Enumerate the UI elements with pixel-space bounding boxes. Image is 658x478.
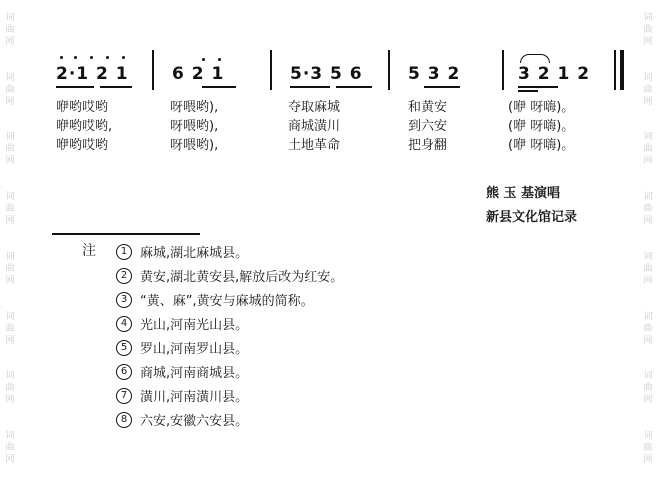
- octave-dot: [90, 56, 93, 59]
- note-number: 3: [116, 292, 132, 308]
- note-text: 商城,河南商城县。: [140, 366, 249, 381]
- note-text: 光山,河南光山县。: [140, 318, 249, 333]
- octave-dot: [106, 56, 109, 59]
- barline: [270, 50, 272, 90]
- lyric-phrase: 呀喂哟),: [170, 138, 219, 153]
- final-barline-thick: [620, 50, 624, 90]
- lyric-phrase: 咿哟哎哟,: [56, 119, 113, 134]
- measure-3: 5·3 5 6: [290, 64, 363, 84]
- lyric-phrase: 商城潢川: [288, 119, 341, 134]
- slur: [520, 54, 550, 63]
- lyric-phrase: 咿哟哎哟: [56, 100, 109, 115]
- lyric-phrase: 到六安: [408, 119, 448, 134]
- beam: [518, 90, 538, 92]
- watermark-unit: 词 曲 网: [643, 251, 653, 286]
- watermark-right: [642, 0, 654, 478]
- singer-credit: 熊 玉 基演唱: [486, 186, 561, 201]
- octave-dot: [202, 58, 205, 61]
- measure-1: 2·1 2 1: [56, 64, 129, 84]
- note-number: 7: [116, 388, 132, 404]
- watermark-unit: 词 曲 网: [643, 132, 653, 167]
- measure-2: 6 2 1: [172, 64, 225, 84]
- watermark-unit: 词 曲 网: [643, 311, 653, 346]
- lyric-phrase: 把身翻: [408, 138, 448, 153]
- barline: [388, 50, 390, 90]
- note-item: [116, 266, 343, 285]
- note-item: [116, 410, 248, 429]
- lyric-phrase: 土地革命: [288, 138, 341, 153]
- note-item: [116, 242, 248, 261]
- beam: [336, 86, 372, 88]
- note-text: 六安,安徽六安县。: [140, 414, 249, 429]
- note-text: 潢川,河南潢川县。: [140, 390, 249, 405]
- watermark-unit: 词 曲 网: [643, 72, 653, 107]
- lyric-phrase: 和黄安: [408, 100, 448, 115]
- lyric-phrase: 咿哟哎哟: [56, 138, 109, 153]
- note-item: [116, 314, 248, 333]
- lyric-phrase: (咿 呀嗨)。: [508, 119, 575, 134]
- watermark-unit: 词 曲 网: [5, 251, 15, 286]
- note-item: [116, 338, 248, 357]
- recorder-credit: 新县文化馆记录: [486, 210, 578, 225]
- note-item: [116, 362, 248, 381]
- watermark-left: [4, 0, 16, 478]
- watermark-unit: 词 曲 网: [5, 311, 15, 346]
- note-number: 4: [116, 316, 132, 332]
- octave-dot: [122, 56, 125, 59]
- lyric-phrase: 呀喂哟),: [170, 100, 219, 115]
- watermark-unit: 词 曲 网: [5, 72, 15, 107]
- beam: [290, 86, 330, 88]
- note-item: [116, 290, 314, 309]
- beam: [424, 86, 460, 88]
- watermark-unit: 词 曲 网: [5, 371, 15, 406]
- watermark-unit: 词 曲 网: [643, 192, 653, 227]
- watermark-unit: 词 曲 网: [5, 431, 15, 466]
- watermark-unit: 词 曲 网: [643, 12, 653, 47]
- notes-label: 注: [82, 243, 96, 259]
- note-text: 黄安,湖北黄安县,解放后改为红安。: [140, 270, 344, 285]
- lyric-phrase: (咿 呀嗨)。: [508, 100, 575, 115]
- note-number: 6: [116, 364, 132, 380]
- barline: [152, 50, 154, 90]
- measure-5: 3 2 1 2: [518, 64, 591, 84]
- watermark-unit: 词 曲 网: [643, 431, 653, 466]
- measure-4: 5 3 2: [408, 64, 461, 84]
- lyric-phrase: 呀喂哟),: [170, 119, 219, 134]
- watermark-unit: 词 曲 网: [643, 371, 653, 406]
- beam: [518, 86, 558, 88]
- footnote-rule: [52, 233, 200, 235]
- lyric-phrase: (咿 呀嗨)。: [508, 138, 575, 153]
- note-number: 5: [116, 340, 132, 356]
- note-number: 1: [116, 244, 132, 260]
- beam: [56, 86, 94, 88]
- octave-dot: [74, 56, 77, 59]
- lyric-phrase: 夺取麻城: [288, 100, 341, 115]
- watermark-unit: 词 曲 网: [5, 192, 15, 227]
- watermark-unit: 词 曲 网: [5, 12, 15, 47]
- barline: [502, 50, 504, 90]
- note-number: 2: [116, 268, 132, 284]
- score-line: [52, 44, 632, 90]
- octave-dot: [218, 58, 221, 61]
- octave-dot: [60, 56, 63, 59]
- note-item: [116, 386, 248, 405]
- final-barline-thin: [614, 50, 616, 90]
- note-text: “黄、麻”,黄安与麻城的简称。: [140, 294, 314, 309]
- beam: [100, 86, 132, 88]
- watermark-unit: 词 曲 网: [5, 132, 15, 167]
- note-number: 8: [116, 412, 132, 428]
- beam: [202, 86, 236, 88]
- note-text: 麻城,湖北麻城县。: [140, 246, 249, 261]
- note-text: 罗山,河南罗山县。: [140, 342, 249, 357]
